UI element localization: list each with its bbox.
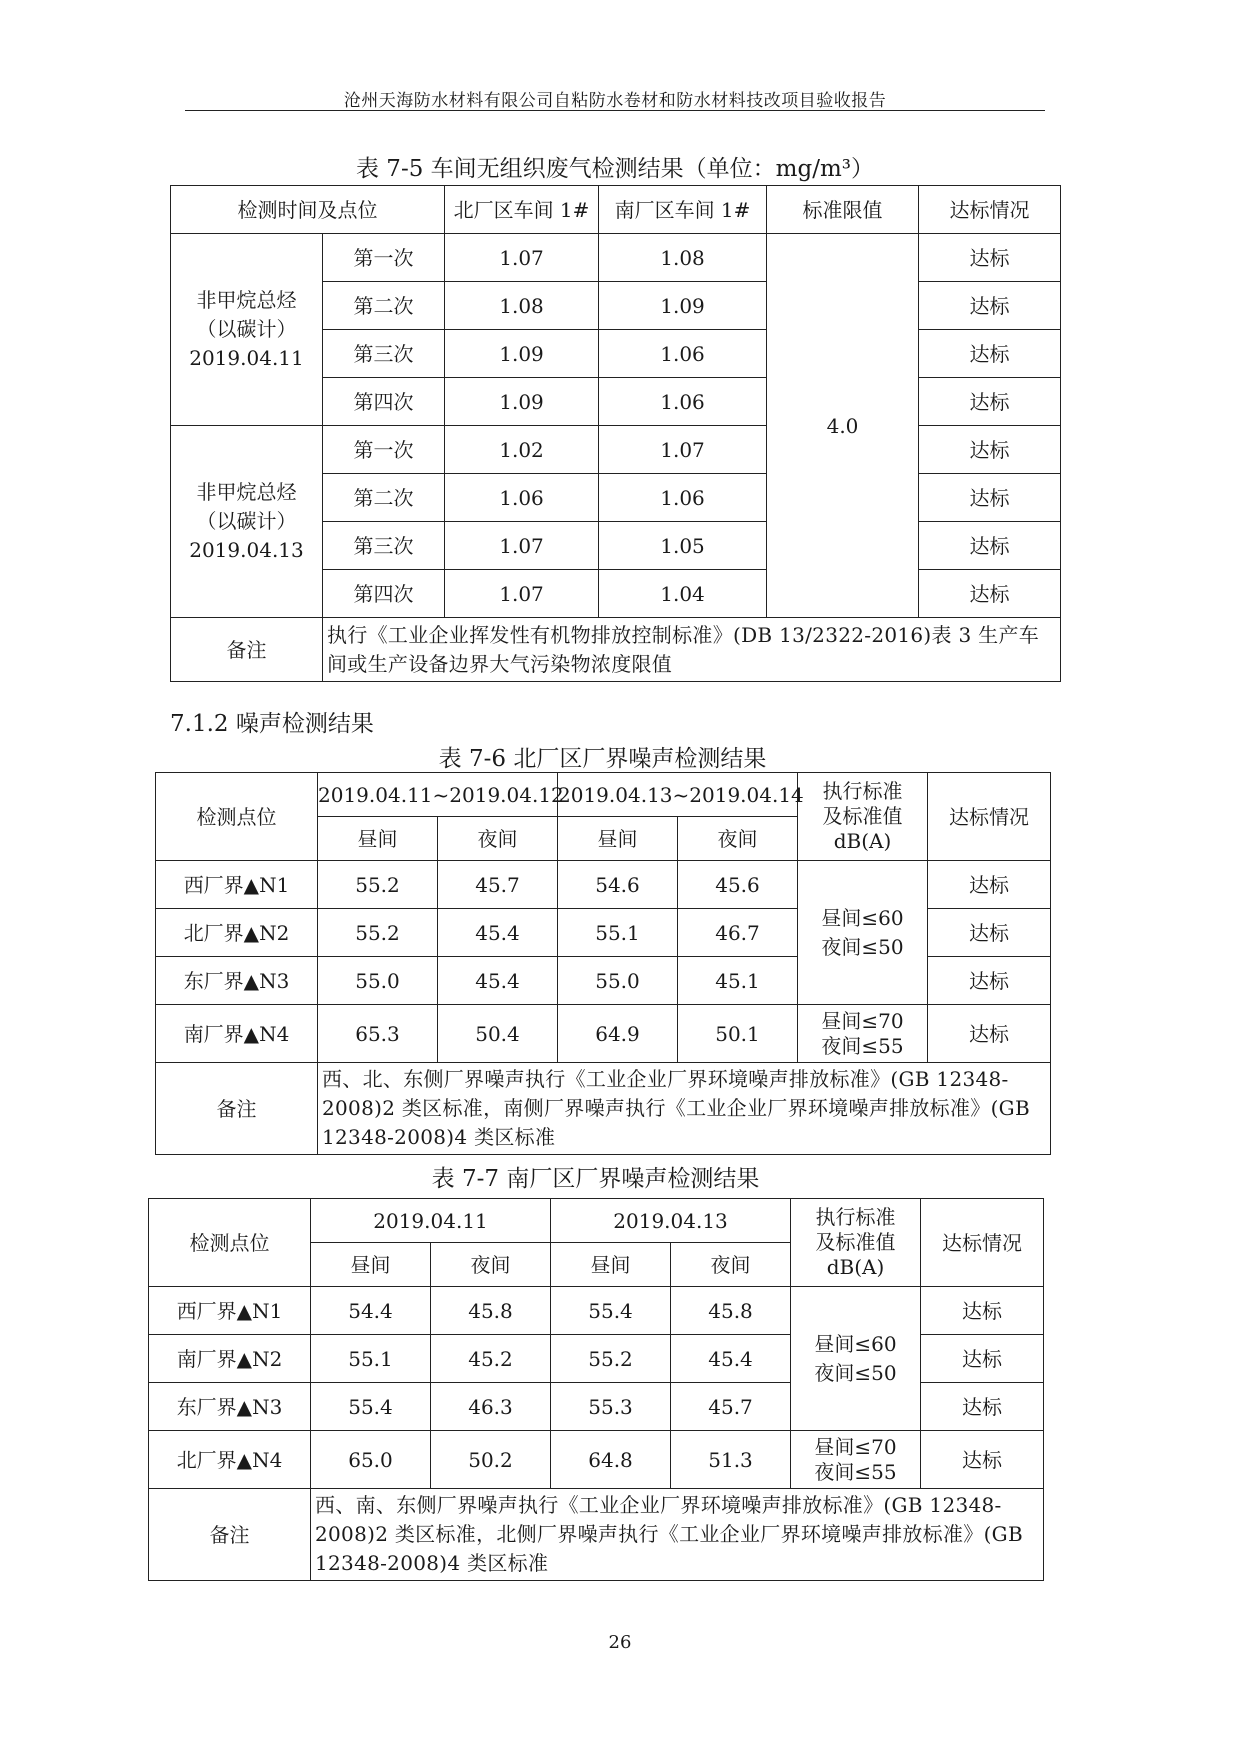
header-period-1: 2019.04.11~2019.04.12 xyxy=(318,773,558,817)
cell-status: 达标 xyxy=(921,1335,1044,1383)
cell-night-1: 45.8 xyxy=(431,1287,551,1335)
cell-standard-class-4: 昼间≤70 夜间≤55 xyxy=(791,1431,921,1489)
cell-north: 1.07 xyxy=(445,234,599,282)
cell-day-2: 55.1 xyxy=(558,909,678,957)
cell-night-2: 45.7 xyxy=(671,1383,791,1431)
cell-day-2: 64.9 xyxy=(558,1005,678,1063)
section-heading: 7.1.2 噪声检测结果 xyxy=(170,711,374,737)
cell-point: 东厂界▲N3 xyxy=(156,957,318,1005)
cell-standard-class-2: 昼间≤60 夜间≤50 xyxy=(798,861,928,1005)
cell-status: 达标 xyxy=(919,378,1061,426)
cell-status: 达标 xyxy=(928,861,1051,909)
cell-south: 1.07 xyxy=(599,426,767,474)
table-row xyxy=(149,1431,1044,1489)
cell-day-2: 54.6 xyxy=(558,861,678,909)
cell-day-2: 55.2 xyxy=(551,1335,671,1383)
table-row xyxy=(171,234,1061,282)
cell-standard-class-2: 昼间≤60 夜间≤50 xyxy=(791,1287,921,1431)
group-label-0411: 非甲烷总烃 （以碳计） 2019.04.11 xyxy=(171,234,323,426)
cell-night-2: 45.6 xyxy=(678,861,798,909)
cell-status: 达标 xyxy=(928,957,1051,1005)
cell-point: 西厂界▲N1 xyxy=(149,1287,311,1335)
header-period-2: 2019.04.13~2019.04.14 xyxy=(558,773,798,817)
cell-south: 1.06 xyxy=(599,330,767,378)
group-label-0413: 非甲烷总烃 （以碳计） 2019.04.13 xyxy=(171,426,323,618)
table-7-5-caption: 表 7-5 车间无组织废气检测结果（单位：mg/m³） xyxy=(356,156,874,182)
header-rule xyxy=(185,110,1045,111)
cell-status: 达标 xyxy=(919,234,1061,282)
header-status: 达标情况 xyxy=(919,186,1061,234)
cell-north: 1.06 xyxy=(445,474,599,522)
cell-point: 北厂界▲N4 xyxy=(149,1431,311,1489)
note-text: 执行《工业企业挥发性有机物排放控制标准》(DB 13/2322-2016)表 3 生产车间或生产设备边界大气污染物浓度限值 xyxy=(323,618,1061,682)
cell-north: 1.08 xyxy=(445,282,599,330)
cell-night-1: 50.2 xyxy=(431,1431,551,1489)
cell-day-2: 55.4 xyxy=(551,1287,671,1335)
table-row xyxy=(149,1287,1044,1335)
cell-day-1: 55.4 xyxy=(311,1383,431,1431)
cell-time: 第四次 xyxy=(323,378,445,426)
table-7-6 xyxy=(155,772,1051,1155)
table-row xyxy=(156,1005,1051,1063)
cell-north: 1.09 xyxy=(445,378,599,426)
table-7-7-caption: 表 7-7 南厂区厂界噪声检测结果 xyxy=(431,1166,760,1192)
cell-status: 达标 xyxy=(928,909,1051,957)
cell-status: 达标 xyxy=(919,330,1061,378)
table-row xyxy=(171,426,1061,474)
header-point: 检测点位 xyxy=(156,773,318,861)
note-label: 备注 xyxy=(171,618,323,682)
cell-day-2: 55.3 xyxy=(551,1383,671,1431)
table-7-7 xyxy=(148,1198,1044,1581)
header-status: 达标情况 xyxy=(928,773,1051,861)
page-number: 26 xyxy=(608,1632,632,1653)
cell-status: 达标 xyxy=(928,1005,1051,1063)
cell-day-2: 64.8 xyxy=(551,1431,671,1489)
header-status: 达标情况 xyxy=(921,1199,1044,1287)
header-day: 昼间 xyxy=(311,1243,431,1287)
cell-night-1: 45.2 xyxy=(431,1335,551,1383)
cell-south: 1.06 xyxy=(599,378,767,426)
header-standard: 执行标准 及标准值 dB(A) xyxy=(798,773,928,861)
cell-night-1: 45.4 xyxy=(438,957,558,1005)
cell-point: 南厂界▲N2 xyxy=(149,1335,311,1383)
cell-day-1: 65.3 xyxy=(318,1005,438,1063)
page-header: 沧州天海防水材料有限公司自粘防水卷材和防水材料技改项目验收报告 xyxy=(343,91,887,111)
table-7-5 xyxy=(170,185,1061,682)
note-text: 西、南、东侧厂界噪声执行《工业企业厂界环境噪声排放标准》(GB 12348-2008)2 类区标准，北侧厂界噪声执行《工业企业厂界环境噪声排放标准》(GB 12348-2008)4 类区标准 xyxy=(311,1489,1044,1581)
header-day: 昼间 xyxy=(318,817,438,861)
cell-standard-class-4: 昼间≤70 夜间≤55 xyxy=(798,1005,928,1063)
cell-south: 1.09 xyxy=(599,282,767,330)
header-point: 检测点位 xyxy=(149,1199,311,1287)
header-north-workshop: 北厂区车间 1# xyxy=(445,186,599,234)
cell-night-1: 45.7 xyxy=(438,861,558,909)
cell-point: 北厂界▲N2 xyxy=(156,909,318,957)
cell-north: 1.02 xyxy=(445,426,599,474)
cell-day-2: 55.0 xyxy=(558,957,678,1005)
cell-point: 东厂界▲N3 xyxy=(149,1383,311,1431)
header-period-2: 2019.04.13 xyxy=(551,1199,791,1243)
cell-south: 1.04 xyxy=(599,570,767,618)
cell-time: 第三次 xyxy=(323,330,445,378)
cell-north: 1.07 xyxy=(445,570,599,618)
cell-status: 达标 xyxy=(919,282,1061,330)
cell-point: 南厂界▲N4 xyxy=(156,1005,318,1063)
cell-night-2: 51.3 xyxy=(671,1431,791,1489)
cell-night-2: 46.7 xyxy=(678,909,798,957)
cell-night-2: 45.1 xyxy=(678,957,798,1005)
cell-day-1: 65.0 xyxy=(311,1431,431,1489)
header-day: 昼间 xyxy=(551,1243,671,1287)
cell-south: 1.05 xyxy=(599,522,767,570)
cell-day-1: 55.0 xyxy=(318,957,438,1005)
cell-night-2: 50.1 xyxy=(678,1005,798,1063)
table-row xyxy=(156,861,1051,909)
cell-night-2: 45.8 xyxy=(671,1287,791,1335)
cell-day-1: 55.2 xyxy=(318,861,438,909)
cell-point: 西厂界▲N1 xyxy=(156,861,318,909)
cell-time: 第一次 xyxy=(323,234,445,282)
header-south-workshop: 南厂区车间 1# xyxy=(599,186,767,234)
cell-time: 第一次 xyxy=(323,426,445,474)
cell-night-2: 45.4 xyxy=(671,1335,791,1383)
cell-time: 第二次 xyxy=(323,474,445,522)
header-limit: 标准限值 xyxy=(767,186,919,234)
cell-status: 达标 xyxy=(921,1287,1044,1335)
cell-night-1: 50.4 xyxy=(438,1005,558,1063)
cell-status: 达标 xyxy=(919,570,1061,618)
cell-day-1: 55.1 xyxy=(311,1335,431,1383)
cell-time: 第二次 xyxy=(323,282,445,330)
cell-status: 达标 xyxy=(921,1431,1044,1489)
cell-night-1: 45.4 xyxy=(438,909,558,957)
cell-day-1: 54.4 xyxy=(311,1287,431,1335)
note-label: 备注 xyxy=(156,1063,318,1155)
header-time-point: 检测时间及点位 xyxy=(171,186,445,234)
header-night: 夜间 xyxy=(438,817,558,861)
cell-north: 1.09 xyxy=(445,330,599,378)
cell-limit: 4.0 xyxy=(767,234,919,618)
header-day: 昼间 xyxy=(558,817,678,861)
cell-night-1: 46.3 xyxy=(431,1383,551,1431)
cell-day-1: 55.2 xyxy=(318,909,438,957)
header-night: 夜间 xyxy=(678,817,798,861)
header-period-1: 2019.04.11 xyxy=(311,1199,551,1243)
header-standard: 执行标准 及标准值 dB(A) xyxy=(791,1199,921,1287)
note-text: 西、北、东侧厂界噪声执行《工业企业厂界环境噪声排放标准》(GB 12348-2008)2 类区标准，南侧厂界噪声执行《工业企业厂界环境噪声排放标准》(GB 12348-2008)4 类区标准 xyxy=(318,1063,1051,1155)
cell-south: 1.08 xyxy=(599,234,767,282)
cell-status: 达标 xyxy=(919,474,1061,522)
cell-status: 达标 xyxy=(921,1383,1044,1431)
header-night: 夜间 xyxy=(431,1243,551,1287)
cell-status: 达标 xyxy=(919,522,1061,570)
cell-status: 达标 xyxy=(919,426,1061,474)
table-7-6-caption: 表 7-6 北厂区厂界噪声检测结果 xyxy=(438,746,767,772)
cell-south: 1.06 xyxy=(599,474,767,522)
header-night: 夜间 xyxy=(671,1243,791,1287)
cell-time: 第三次 xyxy=(323,522,445,570)
cell-time: 第四次 xyxy=(323,570,445,618)
cell-north: 1.07 xyxy=(445,522,599,570)
note-label: 备注 xyxy=(149,1489,311,1581)
